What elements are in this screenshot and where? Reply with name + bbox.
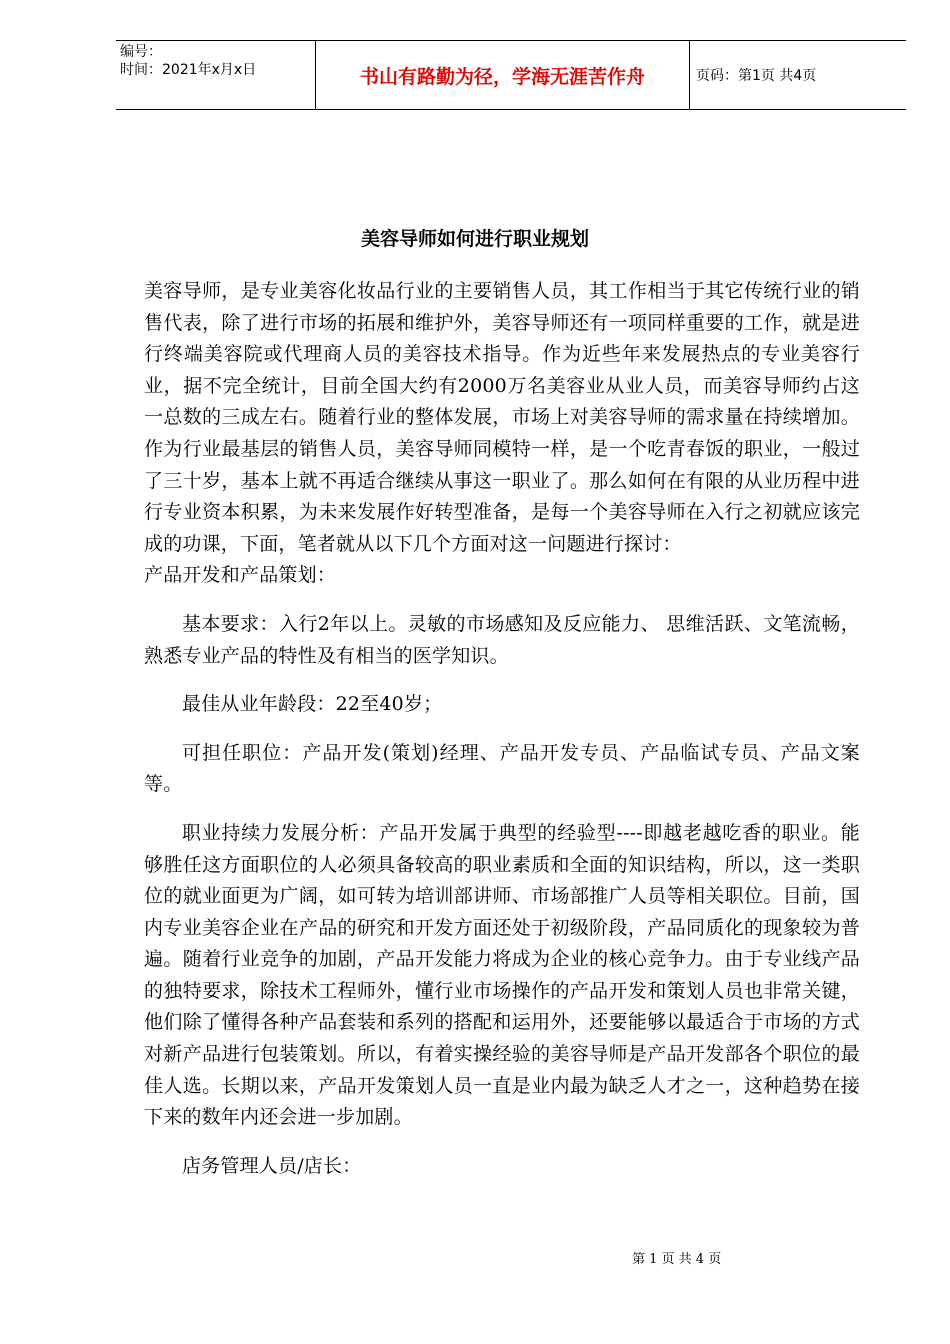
- document-number-label: 编号：: [120, 44, 162, 60]
- section-heading-product-development: 产品开发和产品策划：: [144, 564, 337, 587]
- page-footer: 第 1 页 共 4 页: [632, 1252, 722, 1267]
- header-motto: 书山有路勤为径，学海无涯苦作舟: [316, 41, 690, 109]
- header-page-info: 页码：第1页 共4页: [696, 68, 817, 84]
- basic-requirements-paragraph: 基本要求：入行2年以上。灵敏的市场感知及反应能力、 思维活跃、文笔流畅，熟悉专业产品的特性及有相当的医学知识。: [144, 612, 860, 667]
- header-meta: [116, 41, 316, 109]
- career-analysis-paragraph: 职业持续力发展分析：产品开发属于典型的经验型----即越老越吃香的职业。能够胜任这方面职位的人必须具备较高的职业素质和全面的知识结构，所以，这一类职位的就业面更为广阔，如可转为培训部讲师、市场部推广人员等相关职位。目前，国内专业美容企业在产品的研究和开发方面还处于初级阶段，产品同质化的现象较为普遍。随着行业竞争的加剧，产品开发能力将成为企业的核心竞争力。由于专业线产品的独特要求，除技术工程师外，懂行业市场操作的产品开发和策划人员也非常关键，他们除了懂得各种产品套装和系列的搭配和运用外，还要能够以最适合于市场的方式对新产品进行包装策划。所以，有着实操经验的美容导师是产品开发部各个职位的最佳人选。长期以来，产品开发策划人员一直是业内最为缺乏人才之一，这种趋势在接下来的数年内还会进一步加剧。: [144, 821, 860, 1129]
- document-time: 时间：2021年x月x日: [120, 62, 257, 78]
- document-body: [144, 276, 860, 1182]
- document-title: 美容导师如何进行职业规划: [360, 228, 589, 250]
- page-header: [116, 40, 906, 110]
- positions-paragraph: 可担任职位：产品开发(策划)经理、产品开发专员、产品临试专员、产品文案等。: [144, 741, 860, 796]
- intro-paragraph: 美容导师，是专业美容化妆品行业的主要销售人员，其工作相当于其它传统行业的销售代表，除了进行市场的拓展和维护外，美容导师还有一项同样重要的工作，就是进行终端美容院或代理商人员的美容技术指导。作为近些年来发展热点的专业美容行业，据不完全统计，目前全国大约有2000万名美容业从业人员，而美容导师约占这一总数的三成左右。随着行业的整体发展，市场上对美容导师的需求量在持续增加。作为行业最基层的销售人员，美容导师同模特一样，是一个吃青春饭的职业，一般过了三十岁，基本上就不再适合继续从事这一职业了。那么如何在有限的从业历程中进行专业资本积累，为未来发展作好转型准备，是每一个美容导师在入行之初就应该完成的功课，下面，笔者就从以下几个方面对这一问题进行探讨：: [144, 280, 860, 555]
- section-heading-store-manager: 店务管理人员/店长：: [182, 1154, 362, 1177]
- best-age-paragraph: 最佳从业年龄段：22至40岁；: [182, 693, 443, 716]
